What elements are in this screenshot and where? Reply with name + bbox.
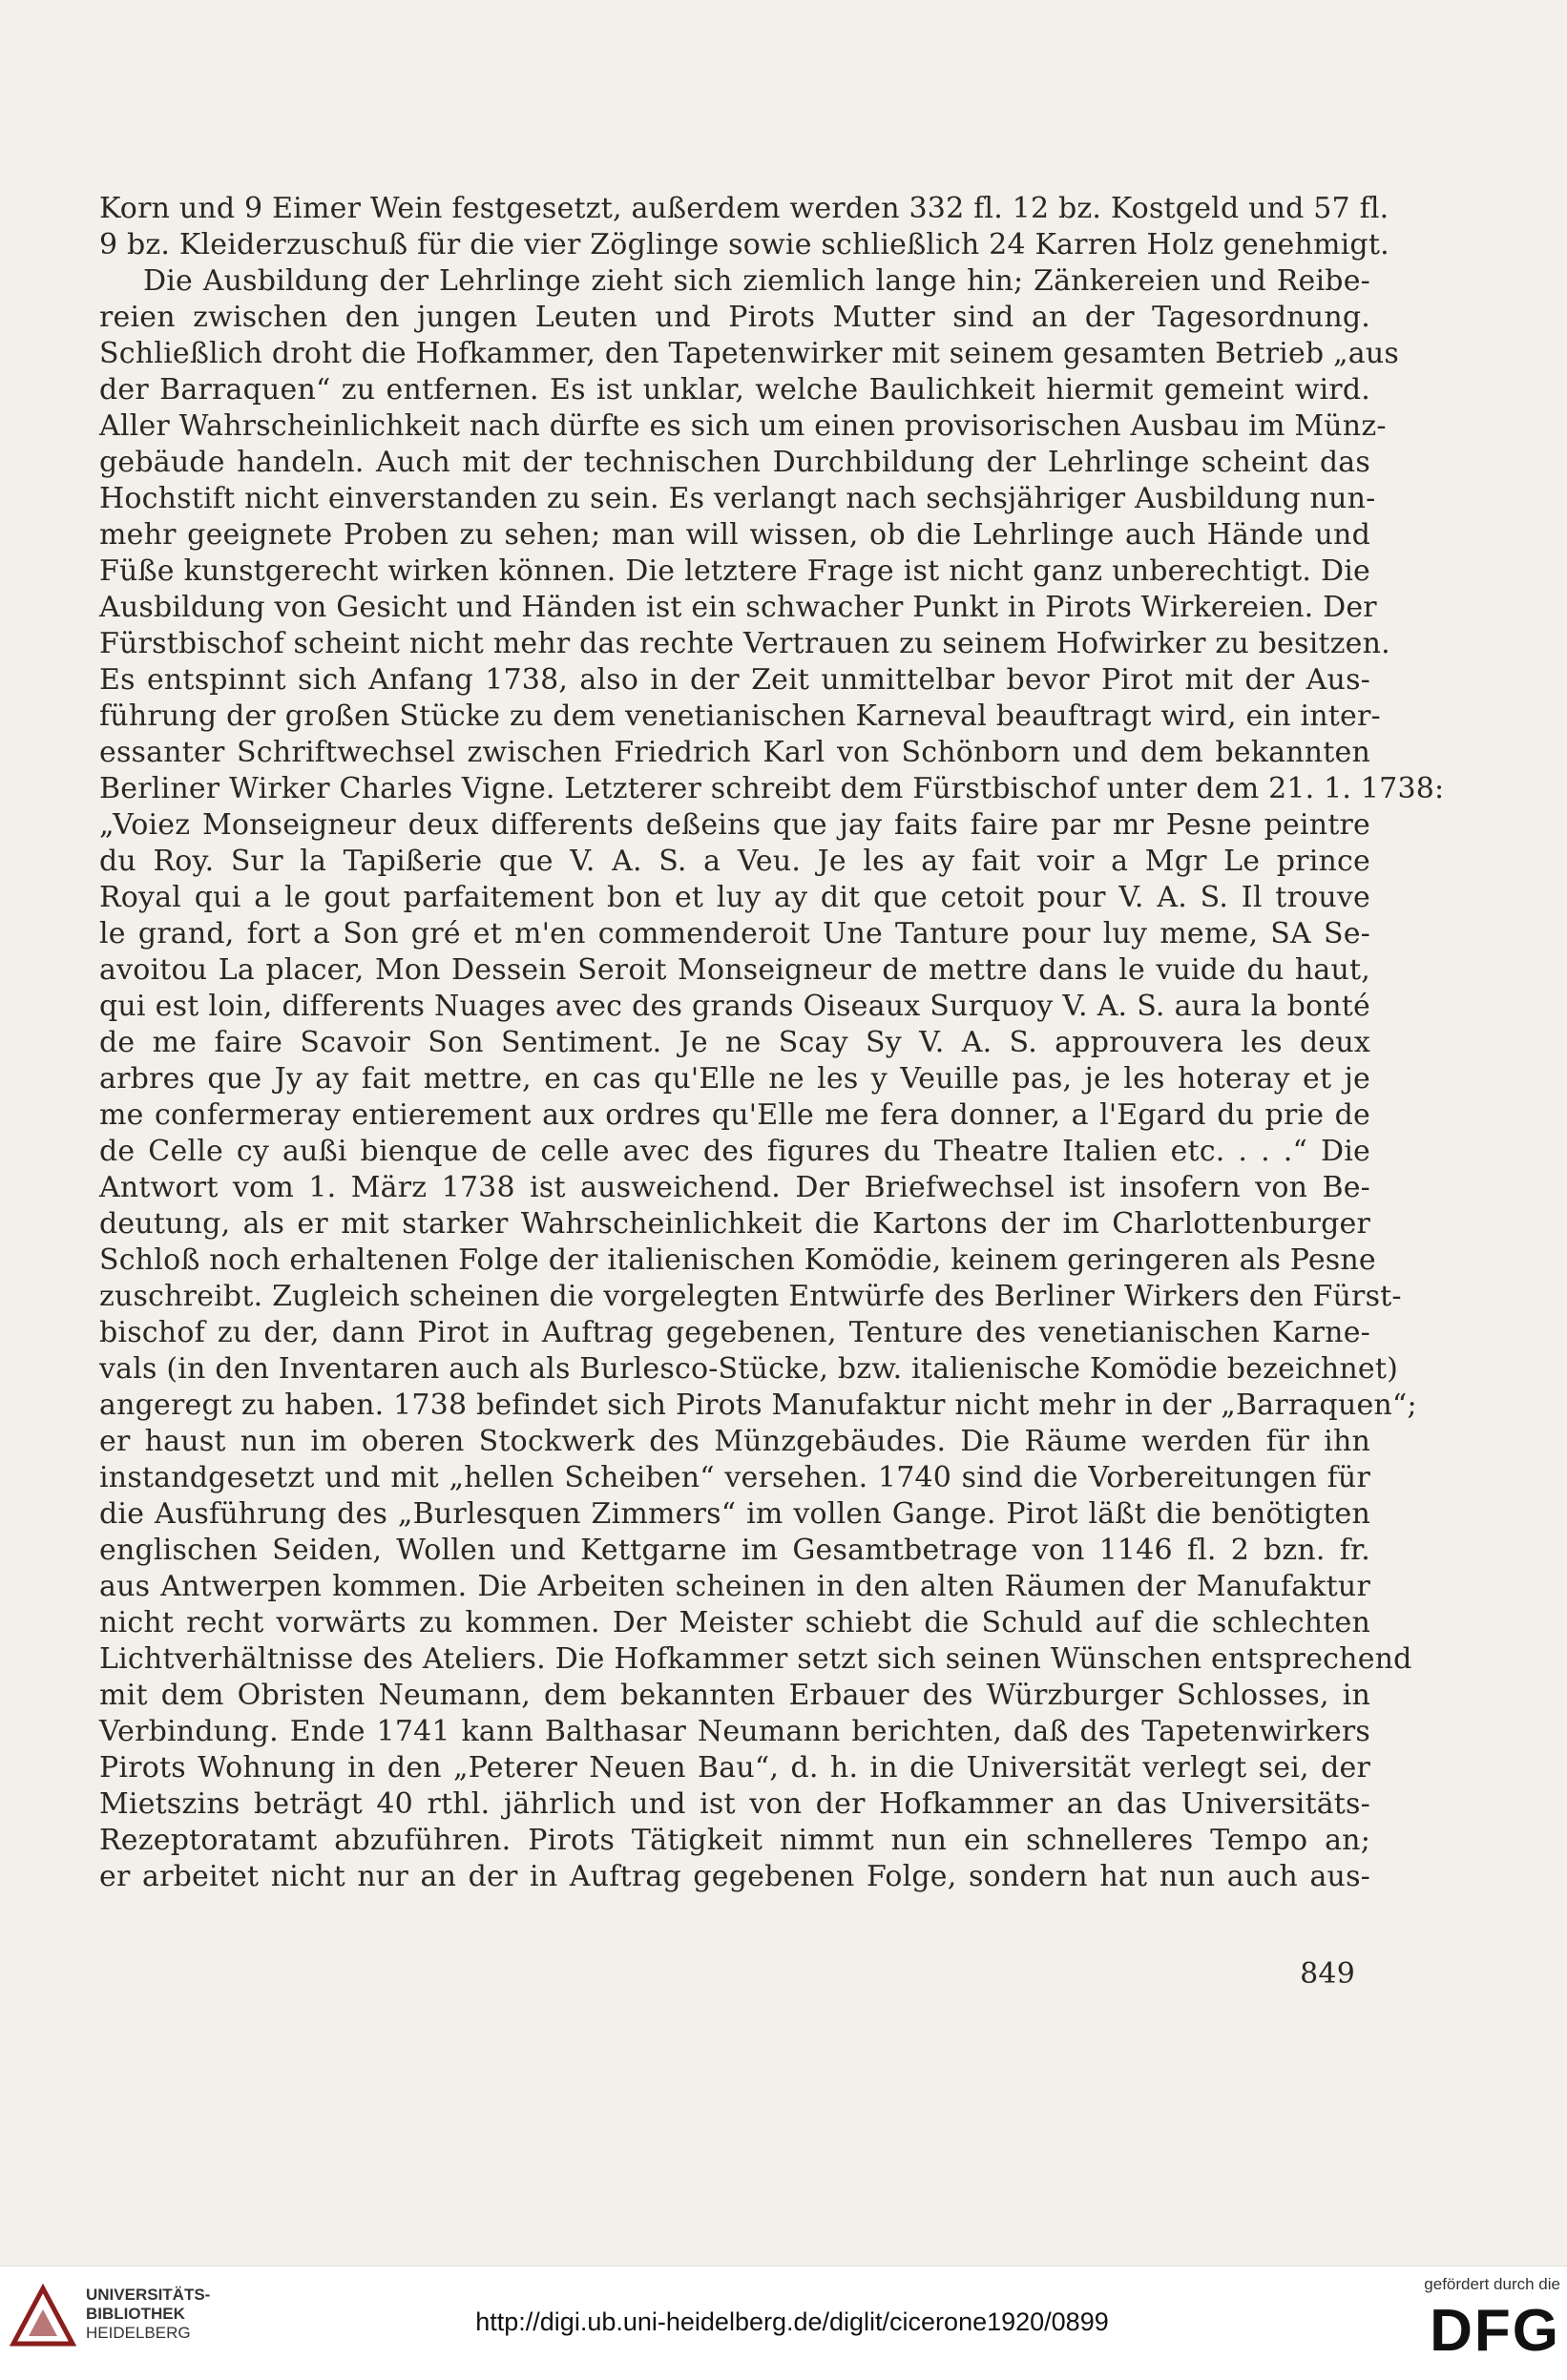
institution-line: HEIDELBERG	[86, 2324, 191, 2342]
text-line: Pirots Wohnung in den „Peterer Neuen Bau“, d. h. in die Universität verlegt sei, der	[99, 1751, 1370, 1785]
text-line: gebäude handeln. Auch mit der technischen Durchbildung der Lehrlinge scheint das	[99, 446, 1370, 479]
text-line: „Voiez Monseigneur deux differents deßeins que jay faits faire par mr Pesne peintre	[99, 808, 1370, 842]
text-line: Es entspinnt sich Anfang 1738, also in der Zeit unmittelbar bevor Pirot mit der Aus-	[99, 663, 1370, 697]
text-line: nicht recht vorwärts zu kommen. Der Meister schiebt die Schuld auf die schlechten	[99, 1606, 1370, 1639]
text-line: Schloß noch erhaltenen Folge der italienischen Komödie, keinem geringeren als Pesne	[99, 1243, 1376, 1277]
text-line: le grand, fort a Son gré et m'en commenderoit Une Tanture pour luy meme, SA Se-	[99, 917, 1370, 950]
text-line: du Roy. Sur la Tapißerie que V. A. S. a Veu. Je les ay fait voir a Mgr Le prince	[99, 845, 1370, 878]
text-line: angeregt zu haben. 1738 befindet sich Pirots Manufaktur nicht mehr in der „Barraquen“;	[99, 1388, 1417, 1422]
institution-line: BIBLIOTHEK	[86, 2305, 185, 2323]
text-line: Die Ausbildung der Lehrlinge zieht sich ziemlich lange hin; Zänkereien und Reibe-	[143, 264, 1370, 298]
text-line: Antwort vom 1. März 1738 ist ausweichend. Der Briefwechsel ist insofern von Be-	[99, 1171, 1370, 1204]
text-line: de me faire Scavoir Son Sentiment. Je ne Scay Sy V. A. S. approuvera les deux	[99, 1026, 1370, 1059]
text-line: englischen Seiden, Wollen und Kettgarne im Gesamtbetrage von 1146 fl. 2 bzn. fr.	[99, 1534, 1370, 1567]
text-line: essanter Schriftwechsel zwischen Friedrich Karl von Schönborn und dem bekannten	[99, 736, 1370, 769]
text-line: Fürstbischof scheint nicht mehr das rechte Vertrauen zu seinem Hofwirker zu besitzen.	[99, 627, 1390, 660]
university-seal-icon[interactable]	[10, 2283, 76, 2349]
permalink-url[interactable]: http://digi.ub.uni-heidelberg.de/diglit/cicerone1920/0899	[475, 2307, 1109, 2336]
text-line: er arbeitet nicht nur an der in Auftrag gegebenen Folge, sondern hat nun auch aus-	[99, 1860, 1370, 1893]
text-line: Hochstift nicht einverstanden zu sein. Es verlangt nach sechsjähriger Ausbildung nun-	[99, 482, 1376, 515]
text-line: vals (in den Inventaren auch als Burlesco-Stücke, bzw. italienische Komödie bezeichnet)	[99, 1352, 1399, 1386]
text-line: bischof zu der, dann Pirot in Auftrag gegebenen, Tenture des venetianischen Karne-	[99, 1316, 1370, 1349]
text-line: Berliner Wirker Charles Vigne. Letzterer schreibt dem Fürstbischof unter dem 21. 1. 1738:	[99, 772, 1445, 805]
text-line: Korn und 9 Eimer Wein festgesetzt, außerdem werden 332 fl. 12 bz. Kostgeld und 57 fl.	[99, 192, 1389, 225]
text-line: er haust nun im oberen Stockwerk des Münzgebäudes. Die Räume werden für ihn	[99, 1425, 1370, 1458]
text-line: mehr geeignete Proben zu sehen; man will wissen, ob die Lehrlinge auch Hände und	[99, 518, 1370, 552]
institution-line: UNIVERSITÄTS-	[86, 2286, 211, 2304]
page-number: 849	[1300, 1957, 1355, 1991]
text-line: aus Antwerpen kommen. Die Arbeiten scheinen in den alten Räumen der Manufaktur	[99, 1570, 1370, 1603]
dfg-logo[interactable]: DFG	[1430, 2298, 1560, 2364]
text-line: Füße kunstgerecht wirken können. Die letztere Frage ist nicht ganz unberechtigt. Die	[99, 554, 1370, 588]
funded-by-label: gefördert durch die	[1424, 2275, 1560, 2293]
text-line: instandgesetzt und mit „hellen Scheiben“ versehen. 1740 sind die Vorbereitungen für	[99, 1461, 1370, 1494]
text-line: Mietszins beträgt 40 rthl. jährlich und ist von der Hofkammer an das Universitäts-	[99, 1787, 1370, 1821]
text-line: 9 bz. Kleiderzuschuß für die vier Zöglinge sowie schließlich 24 Karren Holz genehmigt.	[99, 228, 1389, 261]
text-line: der Barraquen“ zu entfernen. Es ist unklar, welche Baulichkeit hiermit gemeint wird.	[99, 373, 1370, 407]
institution-name	[86, 2286, 277, 2343]
text-line: reien zwischen den jungen Leuten und Pirots Mutter sind an der Tagesordnung.	[99, 301, 1370, 334]
text-line: arbres que Jy ay fait mettre, en cas qu'Elle ne les y Veuille pas, je les hoteray et je	[99, 1062, 1370, 1096]
text-line: avoitou La placer, Mon Dessein Seroit Monseigneur de mettre dans le vuide du haut,	[99, 953, 1370, 987]
text-line: me confermeray entierement aux ordres qu'Elle me fera donner, a l'Egard du prie de	[99, 1098, 1370, 1132]
text-line: zuschreibt. Zugleich scheinen die vorgelegten Entwürfe des Berliner Wirkers den Fürst-	[99, 1280, 1402, 1313]
text-line: Schließlich droht die Hofkammer, den Tapetenwirker mit seinem gesamten Betrieb „aus	[99, 337, 1399, 370]
text-line: Ausbildung von Gesicht und Händen ist ein schwacher Punkt in Pirots Wirkereien. Der	[99, 591, 1377, 624]
text-line: Lichtverhältnisse des Ateliers. Die Hofkammer setzt sich seinen Wünschen entsprechend	[99, 1642, 1412, 1676]
text-line: Royal qui a le gout parfaitement bon et luy ay dit que cetoit pour V. A. S. Il trouve	[99, 881, 1370, 914]
text-line: de Celle cy außi bienque de celle avec des figures du Theatre Italien etc. . . .“ Die	[99, 1135, 1370, 1168]
text-line: deutung, als er mit starker Wahrscheinlichkeit die Kartons der im Charlottenburger	[99, 1207, 1370, 1241]
text-line: qui est loin, differents Nuages avec des grands Oiseaux Surquoy V. A. S. aura la bonté	[99, 990, 1370, 1023]
text-line: Rezeptoratamt abzuführen. Pirots Tätigkeit nimmt nun ein schnelleres Tempo an;	[99, 1824, 1370, 1857]
text-line: die Ausführung des „Burlesquen Zimmers“ im vollen Gange. Pirot läßt die benötigten	[99, 1497, 1370, 1531]
text-line: mit dem Obristen Neumann, dem bekannten Erbauer des Würzburger Schlosses, in	[99, 1679, 1370, 1712]
text-line: führung der großen Stücke zu dem venetianischen Karneval beauftragt wird, ein inter-	[99, 699, 1381, 733]
text-line: Aller Wahrscheinlichkeit nach dürfte es sich um einen provisorischen Ausbau im Münz-	[99, 409, 1387, 443]
text-line: Verbindung. Ende 1741 kann Balthasar Neumann berichten, daß des Tapetenwirkers	[99, 1715, 1370, 1748]
